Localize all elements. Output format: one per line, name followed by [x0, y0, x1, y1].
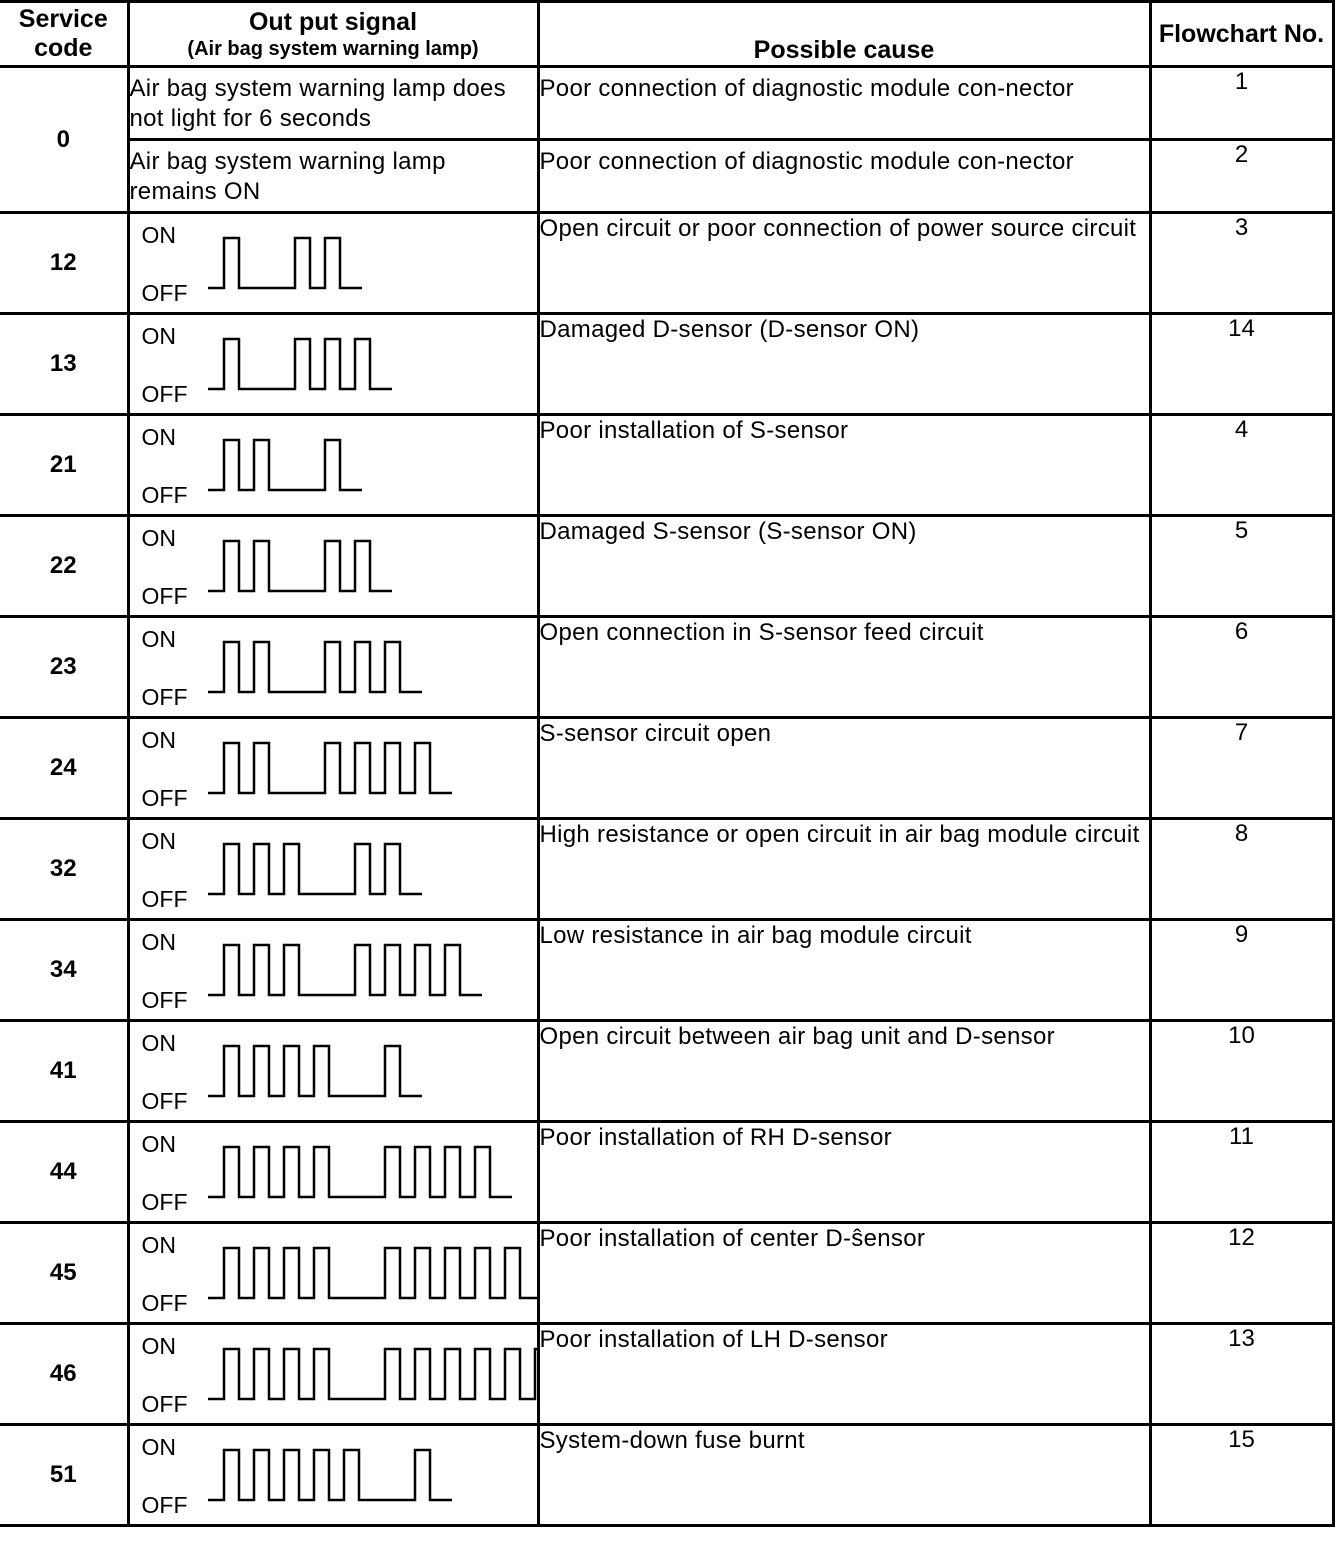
- signal-off-label: OFF: [141, 684, 188, 710]
- service-code-cell: 45: [0, 1223, 128, 1324]
- service-code-cell: 22: [0, 516, 128, 617]
- signal-pulse-train: [208, 541, 392, 591]
- signal-waveform: [130, 1224, 540, 1322]
- signal-on-label: ON: [141, 1232, 176, 1258]
- signal-pulse-train: [208, 238, 362, 288]
- service-code-cell: 23: [0, 617, 128, 718]
- signal-off-label: OFF: [141, 583, 188, 609]
- possible-cause-cell: Poor installation of LH D-sensor: [538, 1324, 1150, 1425]
- signal-pulse-train: [208, 1450, 452, 1500]
- possible-cause-cell: Poor connection of diagnostic module con-nector: [538, 67, 1150, 140]
- flowchart-no-cell: 7: [1150, 718, 1333, 819]
- output-signal-cell: [128, 920, 538, 1021]
- flowchart-no-cell: 4: [1150, 415, 1333, 516]
- flowchart-no-cell: 9: [1150, 920, 1333, 1021]
- service-code-cell: 41: [0, 1021, 128, 1122]
- signal-pulse-train: [208, 339, 392, 389]
- signal-off-label: OFF: [141, 1088, 188, 1114]
- table-row: [0, 213, 1333, 314]
- signal-on-label: ON: [141, 626, 176, 652]
- signal-off-label: OFF: [141, 1290, 188, 1316]
- signal-on-label: ON: [141, 424, 176, 450]
- possible-cause-cell: Open circuit between air bag unit and D-sensor: [538, 1021, 1150, 1122]
- signal-waveform: [130, 517, 540, 615]
- flowchart-no-cell: 8: [1150, 819, 1333, 920]
- signal-waveform: [130, 719, 540, 817]
- table-row: [0, 140, 1333, 213]
- signal-on-label: ON: [141, 323, 176, 349]
- signal-pulse-train: [208, 1248, 540, 1298]
- service-code-cell: 0: [0, 67, 128, 213]
- signal-waveform: [130, 1325, 540, 1423]
- flowchart-no-cell: 14: [1150, 314, 1333, 415]
- signal-waveform: [130, 820, 540, 918]
- flowchart-no-cell: 12: [1150, 1223, 1333, 1324]
- signal-pulse-train: [208, 743, 452, 793]
- output-signal-cell: [128, 1021, 538, 1122]
- output-signal-cell: [128, 516, 538, 617]
- flowchart-no-cell: 6: [1150, 617, 1333, 718]
- signal-pulse-train: [208, 440, 362, 490]
- possible-cause-cell: Damaged S-sensor (S-sensor ON): [538, 516, 1150, 617]
- signal-waveform: [130, 416, 540, 514]
- possible-cause-cell: Open circuit or poor connection of power source circuit: [538, 213, 1150, 314]
- output-signal-text: Air bag system warning lamp remains ON: [128, 140, 538, 213]
- output-signal-cell: [128, 1223, 538, 1324]
- signal-off-label: OFF: [141, 280, 188, 306]
- signal-pulse-train: [208, 642, 422, 692]
- signal-pulse-train: [208, 844, 422, 894]
- signal-on-label: ON: [141, 1434, 176, 1460]
- table-row: [0, 1223, 1333, 1324]
- flowchart-no-cell: 3: [1150, 213, 1333, 314]
- possible-cause-cell: Poor installation of center D-ŝensor: [538, 1223, 1150, 1324]
- signal-waveform: [130, 315, 540, 413]
- table-row: [0, 1425, 1333, 1526]
- header-row: [0, 2, 1333, 67]
- possible-cause-cell: Open connection in S-sensor feed circuit: [538, 617, 1150, 718]
- signal-on-label: ON: [141, 222, 176, 248]
- output-signal-cell: [128, 1425, 538, 1526]
- possible-cause-cell: Poor connection of diagnostic module con-nector: [538, 140, 1150, 213]
- service-code-cell: 44: [0, 1122, 128, 1223]
- signal-on-label: ON: [141, 525, 176, 551]
- signal-off-label: OFF: [141, 1492, 188, 1518]
- header-service-code: Service code: [0, 2, 128, 67]
- service-code-cell: 34: [0, 920, 128, 1021]
- signal-off-label: OFF: [141, 1189, 188, 1215]
- possible-cause-cell: Poor installation of RH D-sensor: [538, 1122, 1150, 1223]
- signal-on-label: ON: [141, 929, 176, 955]
- flowchart-no-cell: 5: [1150, 516, 1333, 617]
- flowchart-no-cell: 1: [1150, 67, 1333, 140]
- signal-off-label: OFF: [141, 482, 188, 508]
- signal-on-label: ON: [141, 1333, 176, 1359]
- flowchart-no-cell: 13: [1150, 1324, 1333, 1425]
- table-row: [0, 67, 1333, 140]
- possible-cause-cell: Low resistance in air bag module circuit: [538, 920, 1150, 1021]
- signal-waveform: [130, 1426, 540, 1524]
- output-signal-cell: [128, 314, 538, 415]
- service-code-cell: 46: [0, 1324, 128, 1425]
- table-row: [0, 1021, 1333, 1122]
- flowchart-no-cell: 10: [1150, 1021, 1333, 1122]
- service-code-cell: 13: [0, 314, 128, 415]
- signal-waveform: [130, 921, 540, 1019]
- signal-on-label: ON: [141, 1030, 176, 1056]
- signal-waveform: [130, 1022, 540, 1120]
- table-row: [0, 314, 1333, 415]
- flowchart-no-cell: 11: [1150, 1122, 1333, 1223]
- output-signal-cell: [128, 617, 538, 718]
- signal-pulse-train: [208, 1046, 422, 1096]
- table-row: [0, 819, 1333, 920]
- flowchart-no-cell: 2: [1150, 140, 1333, 213]
- flowchart-no-cell: 15: [1150, 1425, 1333, 1526]
- signal-on-label: ON: [141, 828, 176, 854]
- table-row: [0, 718, 1333, 819]
- output-signal-cell: [128, 415, 538, 516]
- possible-cause-cell: Poor installation of S-sensor: [538, 415, 1150, 516]
- signal-pulse-train: [208, 945, 482, 995]
- signal-off-label: OFF: [141, 987, 188, 1013]
- header-flowchart-no: Flowchart No.: [1150, 2, 1333, 67]
- signal-waveform: [130, 1123, 540, 1221]
- signal-waveform: [130, 214, 540, 312]
- signal-off-label: OFF: [141, 886, 188, 912]
- output-signal-cell: [128, 819, 538, 920]
- output-signal-cell: [128, 1324, 538, 1425]
- possible-cause-cell: Damaged D-sensor (D-sensor ON): [538, 314, 1150, 415]
- table-row: [0, 516, 1333, 617]
- signal-off-label: OFF: [141, 1391, 188, 1417]
- table-row: [0, 617, 1333, 718]
- service-code-cell: 32: [0, 819, 128, 920]
- table-row: [0, 920, 1333, 1021]
- output-signal-text: Air bag system warning lamp does not light for 6 seconds: [128, 67, 538, 140]
- possible-cause-cell: S-sensor circuit open: [538, 718, 1150, 819]
- service-code-cell: 12: [0, 213, 128, 314]
- header-possible-cause: Possible cause: [538, 2, 1150, 67]
- output-signal-cell: [128, 1122, 538, 1223]
- header-output-signal-subtitle: (Air bag system warning lamp): [187, 37, 479, 60]
- possible-cause-cell: System-down fuse burnt: [538, 1425, 1150, 1526]
- table-row: [0, 415, 1333, 516]
- signal-pulse-train: [208, 1349, 540, 1399]
- signal-off-label: OFF: [141, 381, 188, 407]
- signal-on-label: ON: [141, 1131, 176, 1157]
- header-output-signal-title: Out put signal: [248, 7, 418, 36]
- service-code-cell: 24: [0, 718, 128, 819]
- output-signal-cell: [128, 718, 538, 819]
- signal-on-label: ON: [141, 727, 176, 753]
- header-output-signal: [128, 2, 538, 67]
- output-signal-cell: [128, 213, 538, 314]
- signal-off-label: OFF: [141, 785, 188, 811]
- service-code-cell: 51: [0, 1425, 128, 1526]
- table-row: [0, 1122, 1333, 1223]
- signal-waveform: [130, 618, 540, 716]
- service-code-cell: 21: [0, 415, 128, 516]
- table-row: [0, 1324, 1333, 1425]
- signal-pulse-train: [208, 1147, 512, 1197]
- possible-cause-cell: High resistance or open circuit in air bag module circuit: [538, 819, 1150, 920]
